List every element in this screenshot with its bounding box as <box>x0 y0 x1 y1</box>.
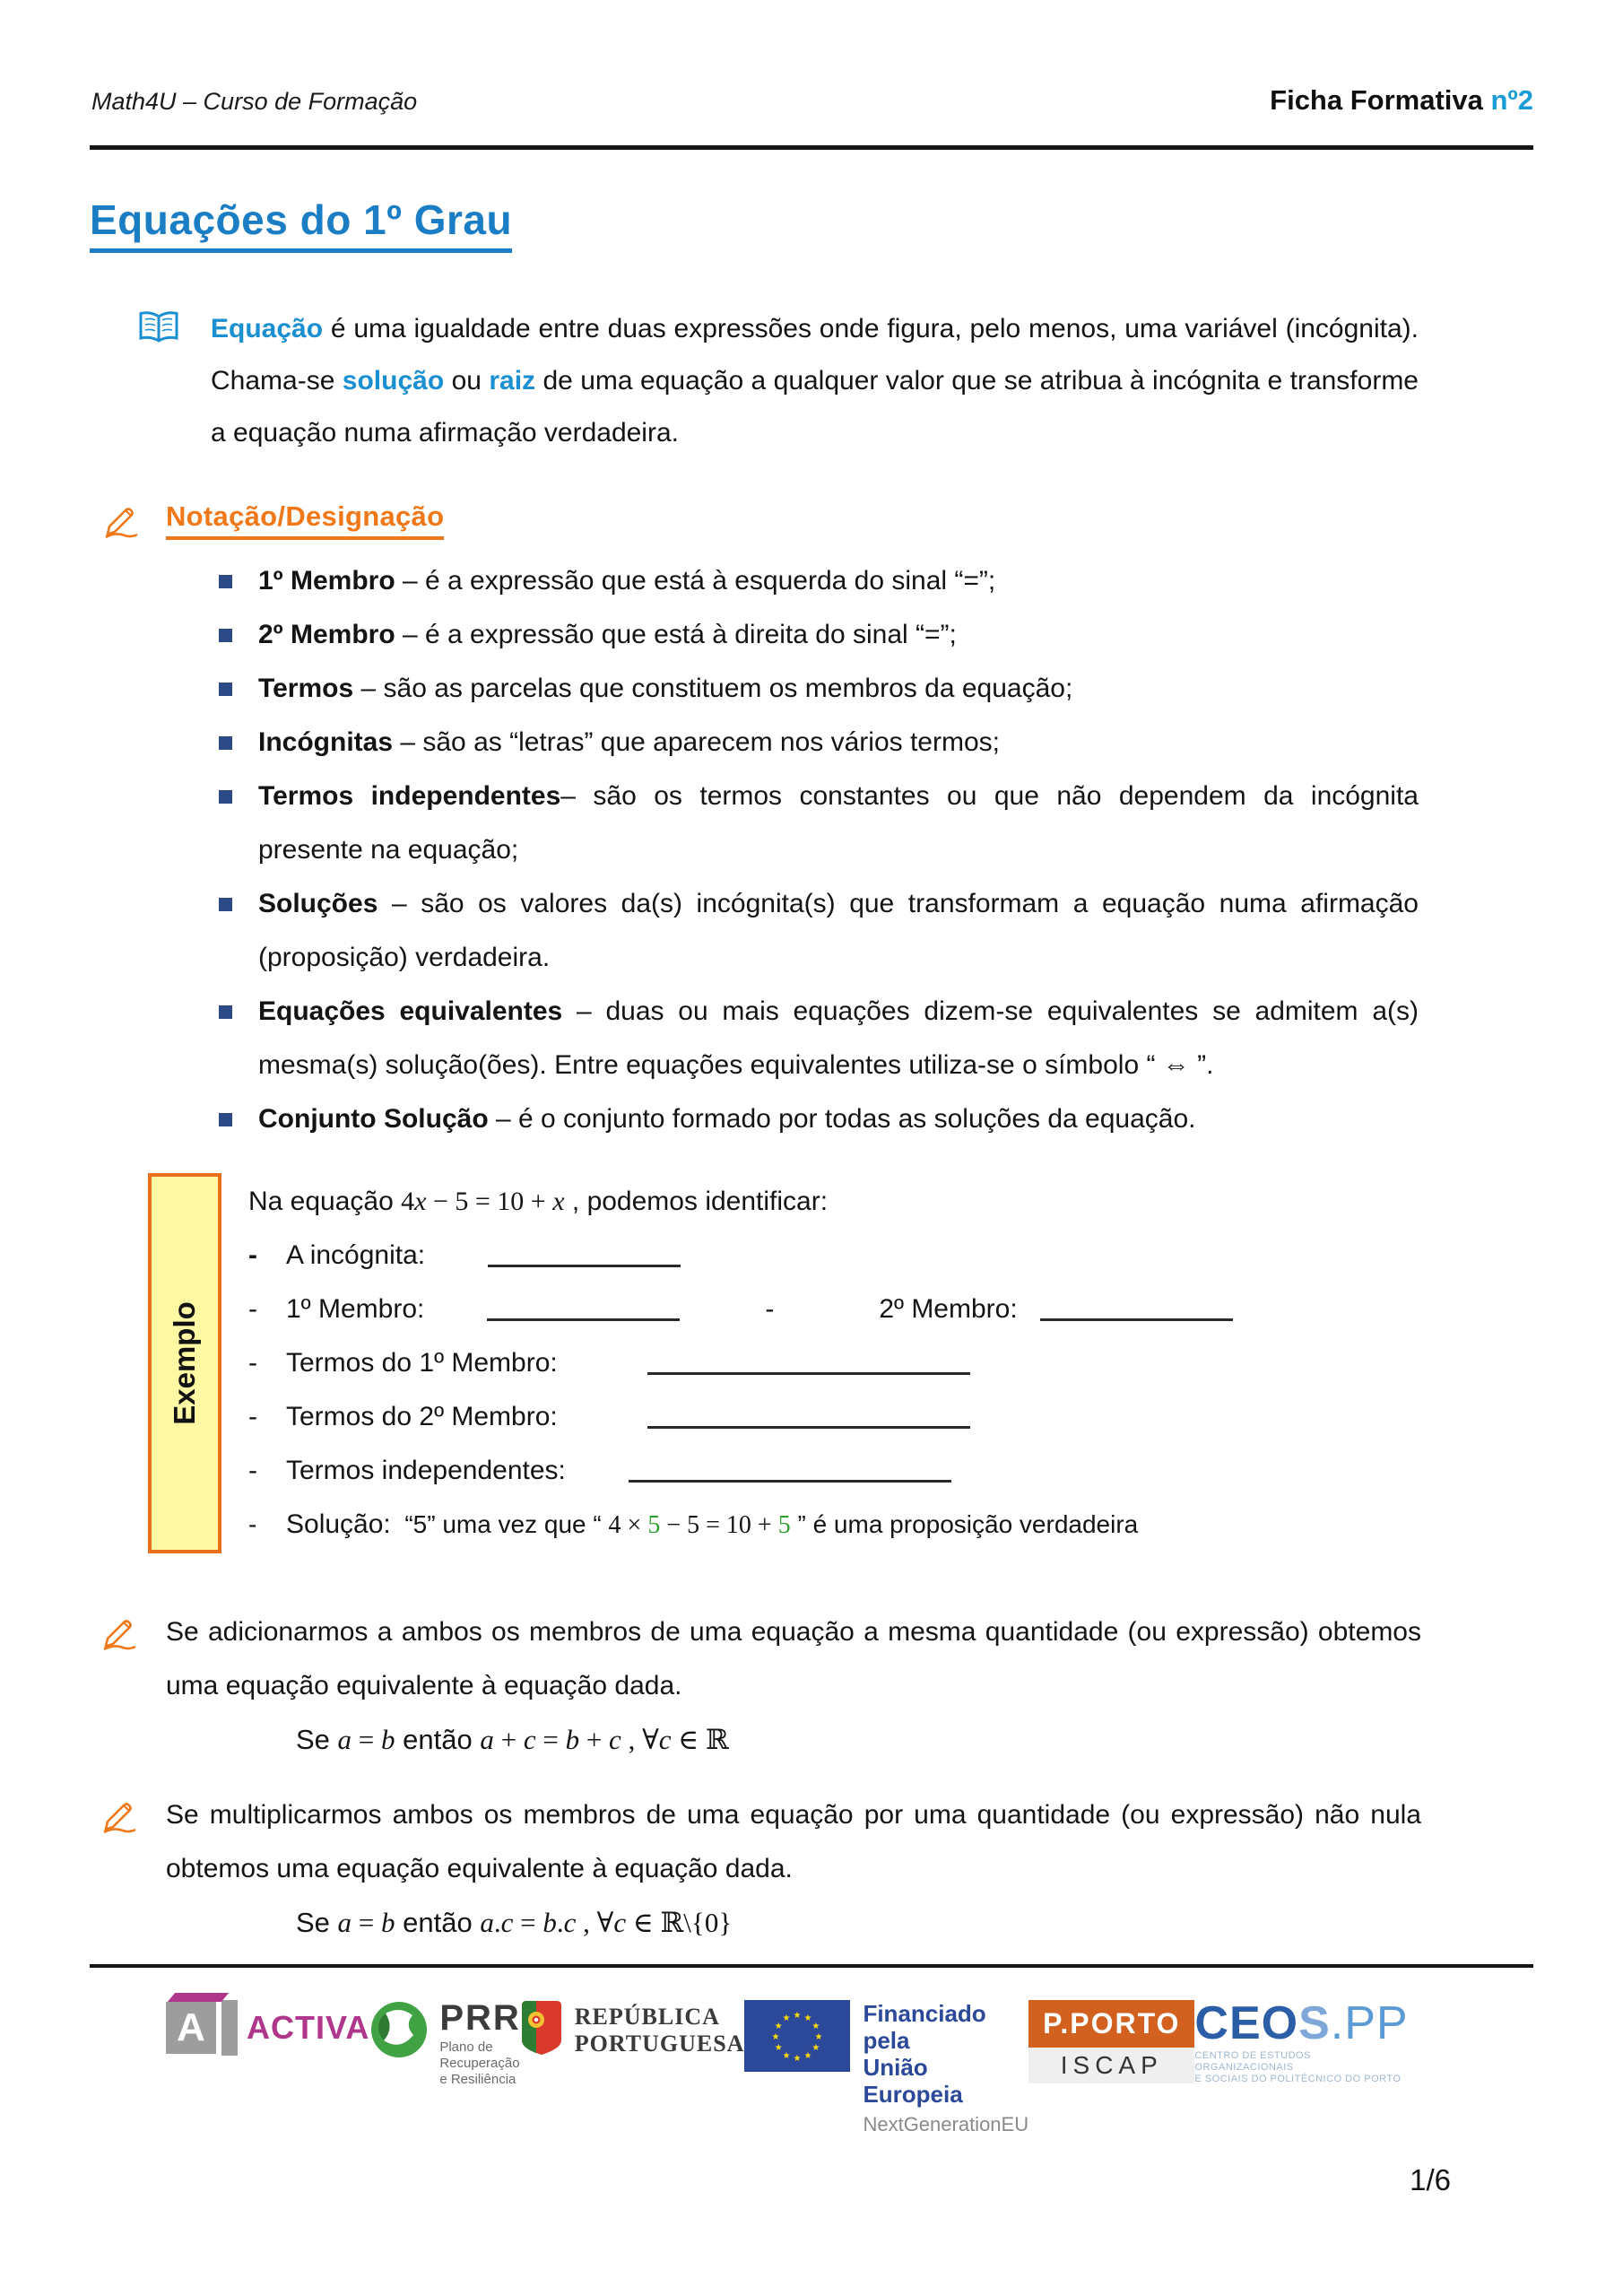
example-row-membros <box>248 1283 1441 1336</box>
prr-circle-icon <box>369 2000 429 2064</box>
svg-text:★: ★ <box>814 2032 823 2042</box>
list-item <box>217 716 1419 770</box>
example-intro <box>248 1175 1441 1229</box>
svg-text:★: ★ <box>775 2043 784 2053</box>
example-label-strip <box>148 1173 221 1553</box>
svg-text:★: ★ <box>782 2050 791 2061</box>
list-item <box>217 985 1419 1092</box>
pporto-name: P.PORTO <box>1028 2000 1194 2048</box>
solution-equation: 4 × 5 − 5 = 10 + 5 <box>608 1511 791 1539</box>
page-content <box>0 151 1623 2136</box>
list-item <box>217 608 1419 662</box>
svg-text:★: ★ <box>812 2022 820 2031</box>
example-row-termos2 <box>248 1390 1441 1444</box>
bullet-square-icon <box>219 683 232 696</box>
list-text: – é a expressão que está à direita do sinal “=”; <box>395 620 957 649</box>
list-term: Soluções <box>258 889 378 918</box>
list-text: – são as parcelas que constituem os membros da equação; <box>353 674 1073 703</box>
list-term: Equações equivalentes <box>258 996 563 1026</box>
example-row-incognita <box>248 1229 1441 1283</box>
notation-section-heading <box>166 500 1623 540</box>
sheet-number: nº2 <box>1490 84 1533 116</box>
svg-text:★: ★ <box>775 2022 784 2031</box>
writing-hand-icon <box>101 1797 143 1854</box>
republica-line2: PORTUGUESA <box>574 2031 745 2057</box>
list-term: Termos independentes <box>258 781 561 811</box>
example-body <box>248 1173 1441 1553</box>
list-text: – é a expressão que está à esquerda do sinal “=”; <box>395 566 996 596</box>
section-title: Notação/Designação <box>166 500 444 540</box>
writing-hand-icon <box>103 502 144 544</box>
header-divider <box>90 145 1533 150</box>
example-intro-post: , podemos identificar: <box>564 1187 829 1216</box>
property-add-text: Se adicionarmos a ambos os membros de uma equação a mesma quantidade (ou expressão) obtemos uma equação equivalente à equação dada. <box>166 1617 1421 1700</box>
writing-hand-icon <box>101 1614 143 1671</box>
page-header <box>91 84 1533 117</box>
row-label: Termos do 1º Membro: <box>286 1348 558 1378</box>
prr-text-block <box>439 2000 520 2088</box>
solution-post: ” é uma proposição verdadeira <box>790 1510 1139 1538</box>
answer-blank <box>647 1349 970 1375</box>
definition-text-2: ou <box>444 366 490 396</box>
list-term: 2º Membro <box>258 620 395 649</box>
answer-blank <box>488 1241 681 1267</box>
ceos-main-text: CEO <box>1194 1997 1299 2049</box>
example-row-independentes <box>248 1444 1441 1498</box>
list-term: 1º Membro <box>258 566 395 596</box>
property-multiply-formula: Se a = b então a.c = b.c , ∀c ∈ ℝ\{0} <box>296 1907 733 1939</box>
activa-cube-icon: A <box>166 2002 216 2054</box>
example-row-solucao <box>248 1498 1441 1552</box>
bullet-square-icon <box>219 736 232 750</box>
list-item <box>217 1092 1419 1146</box>
ceos-subtitle <box>1194 2050 1408 2085</box>
dash: - <box>248 1240 257 1270</box>
activa-slab-icon <box>221 2000 238 2056</box>
ceos-s-text: S <box>1298 1997 1331 2049</box>
svg-text:★: ★ <box>771 2032 780 2042</box>
property-multiply-text: Se multiplicarmos ambos os membros de uma equação por uma quantidade (ou expressão) não nula obtemos uma equação equivalente à equação dada. <box>166 1800 1421 1883</box>
open-book-icon <box>137 310 180 364</box>
republica-portuguesa-logo <box>521 2000 745 2060</box>
list-term: Termos <box>258 674 354 703</box>
row-label: 2º Membro: <box>879 1294 1018 1324</box>
sheet-title-main: Ficha Formativa <box>1270 84 1491 116</box>
page-number: 1/6 <box>1410 2163 1451 2196</box>
prr-subtitle <box>439 2039 520 2088</box>
eu-funding-line2: União Europeia <box>863 2054 963 2108</box>
term-equacao: Equação <box>211 314 324 344</box>
term-solucao: solução <box>342 366 445 396</box>
bullet-square-icon <box>219 575 232 588</box>
iscap-name: ISCAP <box>1028 2048 1194 2083</box>
solution-pre: “5” uma vez que “ <box>404 1510 609 1538</box>
list-item <box>217 770 1419 877</box>
bullet-square-icon <box>219 790 232 804</box>
term-raiz: raiz <box>489 366 536 396</box>
dash: - <box>765 1294 775 1324</box>
svg-text:★: ★ <box>812 2043 820 2053</box>
example-equation: 4x − 5 = 10 + x <box>401 1187 565 1216</box>
example-intro-pre: Na equação <box>248 1187 402 1216</box>
ceos-pp-text: .PP <box>1330 1997 1409 2049</box>
dash: - <box>248 1402 257 1431</box>
example-row-termos1 <box>248 1336 1441 1390</box>
svg-text:★: ★ <box>793 2054 802 2064</box>
bullet-square-icon <box>219 629 232 642</box>
prr-logo <box>369 2000 520 2088</box>
answer-blank <box>647 1403 970 1429</box>
eu-text-block <box>863 2000 1028 2136</box>
definition-paragraph <box>211 303 1419 459</box>
list-item <box>217 877 1419 985</box>
list-term: Incógnitas <box>258 727 394 757</box>
republica-line1: REPÚBLICA <box>574 2004 720 2030</box>
dash: - <box>248 1510 257 1538</box>
bullet-square-icon <box>219 898 232 911</box>
eu-funding-text <box>863 2000 1028 2108</box>
list-text: – são os valores da(s) incógnita(s) que transformam a equação numa afirmação (proposição) verdadeira. <box>258 889 1419 972</box>
prr-subtitle-line2: e Resiliência <box>439 2072 516 2087</box>
property-add-paragraph <box>166 1605 1421 1713</box>
eu-flag-icon <box>744 2000 850 2076</box>
row-label: Termos independentes: <box>286 1456 566 1485</box>
dash: - <box>248 1456 257 1485</box>
answer-blank <box>629 1457 951 1483</box>
example-label: Exemplo <box>168 1301 202 1425</box>
pt-flag-icon <box>521 2000 562 2060</box>
prr-subtitle-line1: Plano de Recuperação <box>439 2039 520 2071</box>
prr-name: PRR <box>439 1998 521 2038</box>
definition-text-3: de uma equação a qualquer valor que se atribua à incógnita e transforme a equação numa afirmação verdadeira. <box>211 366 1419 448</box>
list-text: – são os termos constantes ou que não dependem da incógnita presente na equação; <box>258 781 1419 865</box>
list-text: – duas ou mais equações dizem-se equivalentes se admitem a(s) mesma(s) solução(ões). Entre equações equivalentes utiliza-se o símbolo “ ⇔ ”. <box>258 996 1419 1080</box>
eu-funding-line1: Financiado pela <box>863 2000 986 2054</box>
republica-text <box>575 2004 745 2057</box>
page-title: Equações do 1º Grau <box>90 196 512 253</box>
footer-divider <box>90 1964 1533 1968</box>
list-text: – é o conjunto formado por todas as soluções da equação. <box>488 1104 1196 1134</box>
property-multiply-paragraph <box>166 1788 1421 1896</box>
ceos-pp-logo <box>1194 1997 1409 2085</box>
course-name: Math4U – Curso de Formação <box>91 88 418 115</box>
list-term: Conjunto Solução <box>258 1104 489 1134</box>
notation-list <box>217 554 1419 1146</box>
eu-funding-logo <box>744 2000 1028 2136</box>
answer-blank <box>1040 1295 1233 1321</box>
ceos-subtitle-line2: E SOCIAIS DO POLITÉCNICO DO PORTO <box>1194 2074 1402 2084</box>
activa-logo <box>166 2000 369 2056</box>
list-item <box>217 662 1419 716</box>
row-label: Termos do 2º Membro: <box>286 1402 558 1431</box>
dash: - <box>248 1294 257 1324</box>
ceos-subtitle-line1: CENTRO DE ESTUDOS ORGANIZACIONAIS <box>1194 2050 1311 2073</box>
dash: - <box>248 1348 257 1378</box>
activa-logo-text: ACTIVA <box>247 2009 370 2046</box>
pporto-iscap-logo <box>1028 2000 1194 2083</box>
list-item <box>217 554 1419 608</box>
answer-blank <box>487 1295 680 1321</box>
bullet-square-icon <box>219 1113 232 1126</box>
svg-text:★: ★ <box>782 2013 791 2024</box>
example-box <box>148 1173 1623 1553</box>
svg-text:★: ★ <box>803 2050 812 2061</box>
svg-text:★: ★ <box>803 2013 812 2024</box>
row-label: 1º Membro: <box>286 1294 425 1324</box>
list-text: – são as “letras” que aparecem nos vários termos; <box>393 727 1000 757</box>
eu-nextgen-text: NextGenerationEU <box>863 2113 1029 2135</box>
svg-text:★: ★ <box>793 2011 802 2021</box>
row-label: Solução: <box>286 1509 391 1539</box>
definition-text-1: é uma igualdade entre duas expressões onde figura, pelo menos, uma variável (incógnita). Chama-se <box>211 314 1419 396</box>
bullet-square-icon <box>219 1005 232 1019</box>
property-add-formula: Se a = b então a + c = b + c , ∀c ∈ ℝ <box>296 1724 729 1756</box>
ceos-wordmark <box>1194 1997 1409 2049</box>
footer-logos <box>166 1997 1409 2136</box>
row-label: A incógnita: <box>286 1240 426 1270</box>
sheet-title <box>1270 84 1533 117</box>
